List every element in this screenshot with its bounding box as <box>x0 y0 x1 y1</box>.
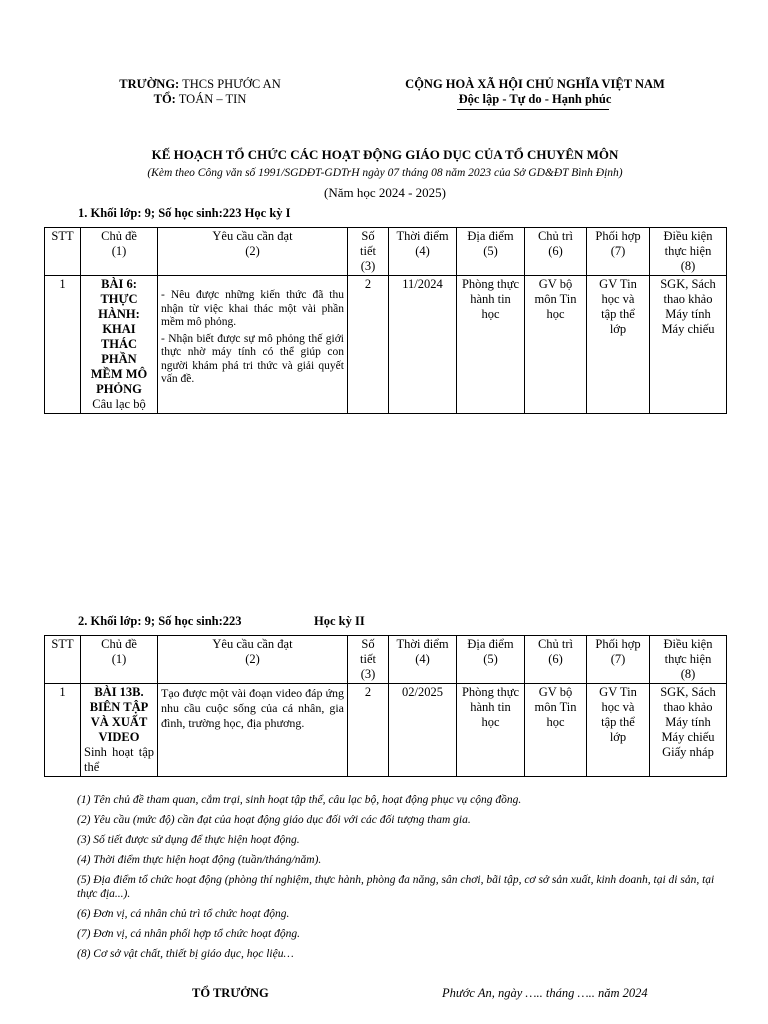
row-topic: BÀI 6: THỰC HÀNH: KHAI THÁC PHẦN MỀM MÔ PHỎNG Câu lạc bộ <box>81 276 158 414</box>
school-line <box>90 77 310 92</box>
motto-underline <box>457 109 609 110</box>
table-header-row <box>45 636 727 684</box>
table-header-row <box>45 228 727 276</box>
row-lead: GV bộ môn Tin học <box>525 276 587 414</box>
section-2-heading: 2. Khối lớp: 9; Số học sinh:223 <box>78 614 242 628</box>
footnotes <box>77 794 737 968</box>
dept-value: TOÁN – TIN <box>178 92 247 106</box>
row-time: 02/2025 <box>389 684 457 777</box>
col-lead: Chủ trì (6) <box>525 636 587 684</box>
row-place: Phòng thực hành tin học <box>457 684 525 777</box>
row-conditions: SGK, Sách thao khảo Máy tính Máy chiếu <box>650 276 727 414</box>
col-periods: Số tiết (3) <box>348 228 389 276</box>
dept-line <box>90 92 310 107</box>
note-7: (7) Đơn vị, cá nhân phối hợp tổ chức hoạt động. <box>77 927 300 940</box>
note-1: (1) Tên chủ đề tham quan, cắm trại, sinh hoạt tập thể, câu lạc bộ, hoạt động phục vụ cộng đồng. <box>77 794 522 806</box>
signature-place-date: Phước An, ngày ….. tháng ….. năm 2024 <box>442 986 648 1000</box>
note-6: (6) Đơn vị, cá nhân chủ trì tổ chức hoạt động. <box>77 907 290 920</box>
col-time: Thời điểm (4) <box>389 636 457 684</box>
col-coop: Phối hợp (7) <box>587 636 650 684</box>
national-motto: Độc lập - Tự do - Hạnh phúc <box>458 92 612 106</box>
col-conditions: Điều kiện thực hiện (8) <box>650 228 727 276</box>
section-2-semester: Học kỳ II <box>314 614 365 628</box>
col-time: Thời điểm (4) <box>389 228 457 276</box>
dept-label: TỔ: <box>153 92 176 106</box>
school-value: THCS PHƯỚC AN <box>182 77 281 91</box>
row-topic: BÀI 13B. BIÊN TẬP VÀ XUẤT VIDEO Sinh hoạt tập thể <box>81 684 158 777</box>
note-4: (4) Thời điểm thực hiện hoạt động (tuần/tháng/năm). <box>77 854 322 866</box>
row-requirement: Tạo được một vài đoạn video đáp ứng nhu cầu cuộc sống của cá nhân, gia đình, trường học, địa phương. <box>158 684 348 777</box>
col-place: Địa điểm (5) <box>457 636 525 684</box>
row-periods: 2 <box>348 276 389 414</box>
school-year: (Năm học 2024 - 2025) <box>323 185 447 200</box>
row-periods: 2 <box>348 684 389 777</box>
note-3: (3) Số tiết được sử dụng để thực hiện hoạt động. <box>77 834 300 846</box>
table-row <box>45 276 727 414</box>
section-1-heading: 1. Khối lớp: 9; Số học sinh:223 Học kỳ I <box>78 206 291 220</box>
table-row <box>45 684 727 777</box>
note-5: (5) Địa điểm tổ chức hoạt động (phòng thí nghiệm, thực hành, phòng đa năng, sân chơi, bãi tập, cơ sở sản xuất, kinh doanh, tại di sản, tại thực địa...). <box>77 874 715 900</box>
col-topic: Chủ đề (1) <box>81 636 158 684</box>
note-8: (8) Cơ sở vật chất, thiết bị giáo dục, học liệu… <box>77 947 294 960</box>
plan-table-2 <box>44 635 727 777</box>
col-place: Địa điểm (5) <box>457 228 525 276</box>
col-requirement: Yêu cầu cần đạt (2) <box>158 228 348 276</box>
col-stt: STT <box>45 228 81 276</box>
col-requirement: Yêu cầu cần đạt (2) <box>158 636 348 684</box>
plan-table-1 <box>44 227 727 414</box>
col-periods: Số tiết (3) <box>348 636 389 684</box>
signature-title: TỔ TRƯỞNG <box>192 986 269 1000</box>
row-lead: GV bộ môn Tin học <box>525 684 587 777</box>
row-stt: 1 <box>45 276 81 414</box>
col-topic: Chủ đề (1) <box>81 228 158 276</box>
row-coop: GV Tin học và tập thể lớp <box>587 276 650 414</box>
row-requirement: - Nêu được những kiến thức đã thu nhận từ việc khai thác một vài phần mềm mô phỏng. - Nhận biết được sự mô phỏng thế giới thực nhờ máy tính có thể giúp con người khám phá tri thức và giải quyết vấn đề. <box>158 276 348 414</box>
row-time: 11/2024 <box>389 276 457 414</box>
row-place: Phòng thực hành tin học <box>457 276 525 414</box>
note-2: (2) Yêu cầu (mức độ) cần đạt của hoạt động giáo dục đối với các đối tượng tham gia. <box>77 814 471 826</box>
row-conditions: SGK, Sách thao khảo Máy tính Máy chiếu Giấy nháp <box>650 684 727 777</box>
col-coop: Phối hợp (7) <box>587 228 650 276</box>
national-header <box>380 77 690 107</box>
page-title: KẾ HOẠCH TỔ CHỨC CÁC HOẠT ĐỘNG GIÁO DỤC CỦA TỔ CHUYÊN MÔN <box>151 147 619 162</box>
school-info <box>90 77 310 107</box>
col-stt: STT <box>45 636 81 684</box>
col-lead: Chủ trì (6) <box>525 228 587 276</box>
republic-title: CỘNG HOÀ XÃ HỘI CHỦ NGHĨA VIỆT NAM <box>405 77 665 91</box>
row-coop: GV Tin học và tập thể lớp <box>587 684 650 777</box>
col-conditions: Điều kiện thực hiện (8) <box>650 636 727 684</box>
row-stt: 1 <box>45 684 81 777</box>
page-subtitle: (Kèm theo Công văn số 1991/SGDĐT-GDTrH ngày 07 tháng 08 năm 2023 của Sở GD&ĐT Bình Định) <box>147 167 623 179</box>
school-label: TRƯỜNG: <box>119 77 180 91</box>
